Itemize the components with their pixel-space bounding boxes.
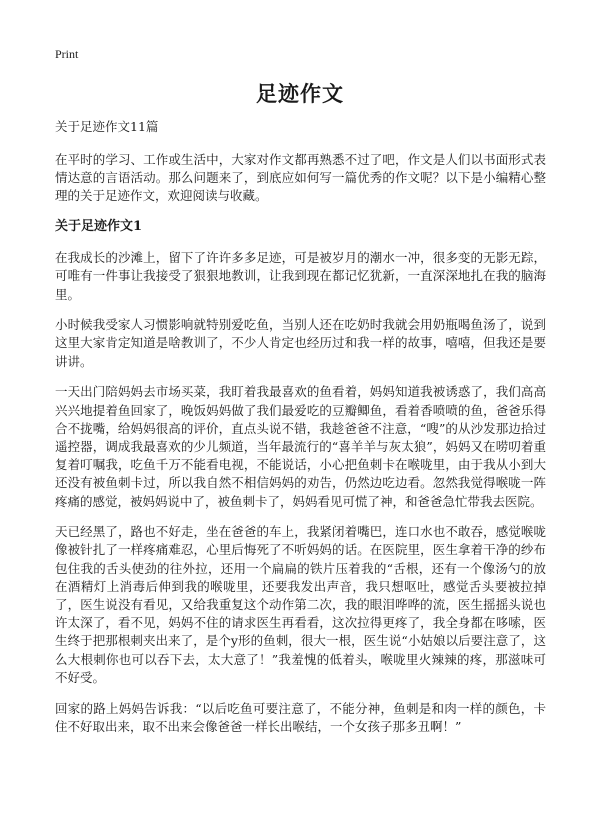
body-paragraph-4: 天已经黑了，路也不好走，坐在爸爸的车上，我紧闭着嘴巴，连口水也不敢吞，感觉喉咙像被针扎了一样疼痛难忍，心里后悔死了不听妈妈的话。在医院里，医生拿着干净的纱布包住我的舌头使劲的往外拉，还用一个扁扁的铁片压着我的“舌根，还有一个像汤勺的放在酒精灯上消毒后伸到我的喉咙里，还要我发出声音，我只想呕吐，感觉舌头要被拉掉了，医生说没有看见，又给我重复这个动作第二次，我的眼泪哗哗的流，医生摇摇头说也许太深了，看不见，妈妈不住的请求医生再看看，这次拉得更疼了，我全身都在哆嗦，医生终于把那根刺夹出来了，是个y形的鱼刺，很大一根，医生说“小姑娘以后要注意了，这么大根刺你也可以吞下去，太大意了！”我羞愧的低着头，喉咙里火辣辣的疼，那滋味可不好受。 [55,524,546,685]
page-title: 足迹作文 [256,81,344,106]
body-paragraph-5: 回家的路上妈妈告诉我：“以后吃鱼可要注意了，不能分神，鱼刺是和肉一样的颜色，卡住不好取出来，取不出来会像爸爸一样长出喉结，一个女孩子那多丑啊！” [55,700,546,734]
body-paragraph-1: 在我成长的沙滩上，留下了许许多多足迹，可是被岁月的潮水一冲，很多变的无影无踪，可唯有一件事让我接受了狠狠地教训，让我到现在都记忆犹新，一直深深地扎在我的脑海里。 [55,250,546,302]
body-paragraph-3: 一天出门陪妈妈去市场买菜，我盯着我最喜欢的鱼看着，妈妈知道我被诱惑了，我们高高兴兴地提着鱼回家了，晚饭妈妈做了我们最爱吃的豆瓣鲫鱼，看着香喷喷的鱼，爸爸乐得合不拢嘴，给妈妈很高的评价，直点头说不错，我趁爸爸不注意，“嗖”的从沙发那边拾过遥控器，调成我最喜欢的少儿频道，当年最流行的“喜羊羊与灰太狼”，妈妈又在唠叨着重复着叮嘱我，吃鱼千万不能看电视，不能说话，小心把鱼刺卡在喉咙里，由于我从小到大还没有被鱼刺卡过，所以我自然不相信妈妈的劝告，仍然边吃边看。忽然我觉得喉咙一阵疼痛的感觉，被妈妈说中了，被鱼刺卡了，妈妈看见可慌了神，和爸爸急忙带我去医院。 [55,384,546,509]
document-subtitle: 关于足迹作文11篇 [55,119,159,134]
section-heading: 关于足迹作文1 [55,219,143,235]
body-paragraph-2: 小时候我受家人习惯影响就特别爱吃鱼，当别人还在吃奶时我就会用奶瓶喝鱼汤了，说到这里大家肯定知道是啥教训了，不少人肯定也经历过和我一样的故事，嘻嘻，但我还是要讲讲。 [55,317,546,369]
document-body [55,118,546,748]
intro-paragraph: 在平时的学习、工作或生活中，大家对作文都再熟悉不过了吧，作文是人们以书面形式表情达意的言语活动。那么问题来了，到底应如何写一篇优秀的作文呢？以下是小编精心整理的关于足迹作文，欢迎阅读与收藏。 [55,152,546,204]
print-link[interactable]: Print [55,47,79,61]
